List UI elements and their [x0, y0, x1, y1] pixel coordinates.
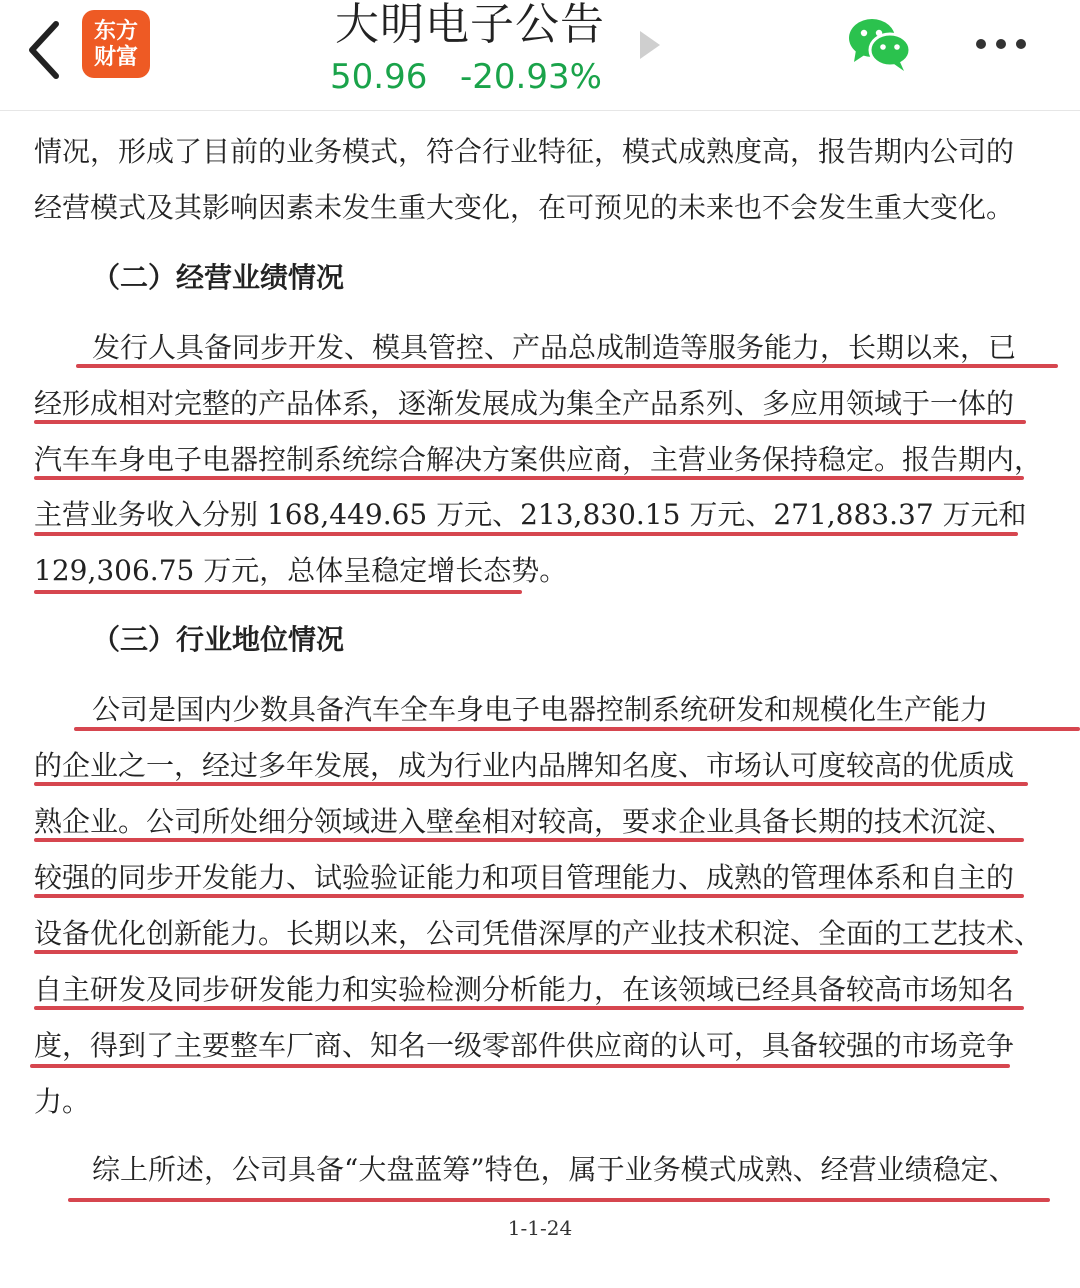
highlight-underline — [68, 1198, 1050, 1202]
highlight-underline — [34, 590, 522, 594]
chevron-left-icon — [18, 12, 78, 82]
text-line: 设备优化创新能力。长期以来，公司凭借深厚的产业技术积淀、全面的工艺技术、 — [34, 917, 1043, 950]
text-line: 情况，形成了目前的业务模式，符合行业特征，模式成熟度高，报告期内公司的 — [34, 135, 1015, 168]
highlight-underline — [34, 420, 1026, 424]
play-icon[interactable] — [636, 28, 662, 62]
text-line: 经形成相对完整的产品体系，逐渐发展成为集全产品系列、多应用领域于一体的 — [34, 387, 1015, 420]
highlight-underline — [34, 476, 1024, 480]
top-bar — [0, 0, 1080, 111]
logo-text-line1: 东方 — [93, 18, 138, 44]
back-button[interactable] — [18, 12, 78, 82]
highlight-underline — [34, 838, 1024, 842]
highlight-underline — [34, 532, 1018, 536]
text-line: 度，得到了主要整车厂商、知名一级零部件供应商的认可，具备较强的市场竞争 — [34, 1029, 1015, 1062]
text-line: 熟企业。公司所处细分领域进入壁垒相对较高，要求企业具备长期的技术沉淀、 — [34, 805, 1015, 838]
text-line: 经营模式及其影响因素未发生重大变化，在可预见的未来也不会发生重大变化。 — [34, 191, 1015, 224]
more-dots-icon — [968, 26, 1034, 62]
text-line: 的企业之一，经过多年发展，成为行业内品牌知名度、市场认可度较高的优质成 — [34, 749, 1015, 782]
highlight-underline — [74, 727, 1080, 731]
highlight-underline — [30, 1064, 1010, 1068]
text-line: 公司是国内少数具备汽车全车身电子电器控制系统研发和规模化生产能力 — [92, 693, 989, 726]
section-heading-industry-position: （三）行业地位情况 — [92, 623, 345, 656]
highlight-underline — [34, 782, 1028, 786]
highlight-underline — [76, 364, 1058, 368]
wechat-share-button[interactable] — [846, 14, 912, 74]
highlight-underline — [34, 1006, 1024, 1010]
text-line: 汽车车身电子电器控制系统综合解决方案供应商，主营业务保持稳定。报告期内， — [34, 443, 1043, 476]
page-number: 1-1-24 — [507, 1216, 573, 1240]
page-title: 大明电子公告 — [335, 0, 605, 50]
highlight-underline — [34, 950, 1018, 954]
wechat-icon — [846, 14, 912, 74]
more-options-button[interactable] — [968, 26, 1034, 62]
stock-price: 50.96 — [330, 57, 428, 97]
text-line: 主营业务收入分别 168,449.65 万元、213,830.15 万元、271,883.37 万元和 — [34, 498, 1027, 531]
text-line: 综上所述，公司具备“大盘蓝筹”特色，属于业务模式成熟、经营业绩稳定、 — [92, 1153, 1017, 1186]
logo-text-line2: 财富 — [93, 44, 138, 70]
text-line: 发行人具备同步开发、模具管控、产品总成制造等服务能力，长期以来，已 — [92, 331, 1017, 364]
eastmoney-logo[interactable] — [82, 10, 150, 78]
text-line: 自主研发及同步研发能力和实验检测分析能力，在该领域已经具备较高市场知名 — [34, 973, 1015, 1006]
text-line: 129,306.75 万元，总体呈稳定增长态势。 — [34, 554, 568, 587]
text-line: 力。 — [34, 1085, 91, 1118]
section-heading-business-performance: （二）经营业绩情况 — [92, 261, 345, 294]
stock-change-percent: -20.93% — [460, 57, 602, 97]
highlight-underline — [34, 894, 1024, 898]
text-line: 较强的同步开发能力、试验验证能力和项目管理能力、成熟的管理体系和自主的 — [34, 861, 1015, 894]
